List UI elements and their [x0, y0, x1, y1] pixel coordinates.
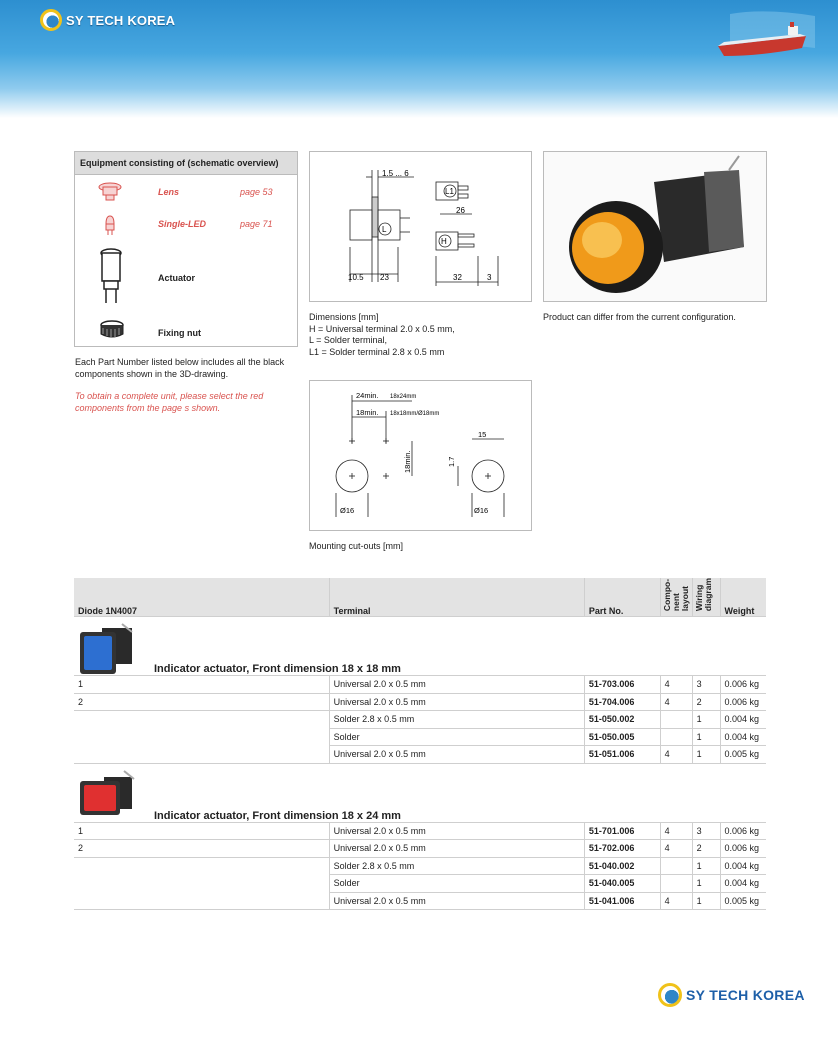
cutout-label: 1.7: [447, 456, 456, 467]
product-photo: [543, 151, 767, 302]
cell-partno: 51-051.006: [584, 746, 660, 764]
cell-layout: 4: [660, 892, 692, 910]
table-row[interactable]: [74, 840, 766, 858]
cell-terminal: Universal 2.0 x 0.5 mm: [329, 746, 584, 764]
cell-partno: 51-702.006: [584, 840, 660, 858]
dimensions-caption-line: H = Universal terminal 2.0 x 0.5 mm,: [309, 323, 455, 334]
blue-actuator-icon: [78, 622, 140, 678]
cutout-label: 18x18mm/Ø18mm: [390, 411, 440, 417]
cell-partno: 51-701.006: [584, 822, 660, 840]
dimensions-drawing: [309, 151, 532, 302]
cutout-label: 15: [478, 430, 487, 439]
dim-label: L1: [445, 187, 454, 196]
table-row[interactable]: [74, 676, 766, 694]
red-actuator-icon: [78, 769, 140, 825]
footer-brand: SY TECH KOREA: [686, 987, 805, 1003]
group-header-row: [74, 617, 766, 676]
logo-ring-icon: [658, 983, 682, 1007]
cutout-label: Ø16: [474, 506, 489, 515]
schema-item-page[interactable]: page 53: [240, 187, 273, 197]
group-title: Indicator actuator, Front dimension 18 x 18 mm: [154, 663, 401, 676]
cell-terminal: Solder: [329, 728, 584, 746]
table-row[interactable]: [74, 711, 766, 729]
cell-diode: [74, 857, 329, 875]
cell-terminal: Universal 2.0 x 0.5 mm: [329, 892, 584, 910]
fixing-nut-icon: [99, 320, 125, 340]
dimensions-caption: [309, 312, 533, 358]
photo-caption: Product can differ from the current configuration.: [543, 312, 736, 322]
table-row[interactable]: [74, 728, 766, 746]
cell-diode: 1: [74, 676, 329, 694]
schema-item-name: Lens: [158, 187, 180, 197]
col-header-layout: Compo- nent layout: [661, 578, 690, 612]
col-header-partno: Part No.: [584, 578, 660, 617]
cell-layout: 4: [660, 840, 692, 858]
schema-item-nut: [75, 324, 297, 344]
cell-diode: [74, 746, 329, 764]
col-header-diode: Diode 1N4007: [74, 578, 329, 617]
dimensions-caption-line: Dimensions [mm]: [309, 312, 379, 322]
cell-wiring: 1: [692, 728, 720, 746]
mounting-cutouts-drawing: [309, 380, 532, 531]
footer-logo[interactable]: [658, 983, 805, 1007]
cell-wiring: 3: [692, 822, 720, 840]
cutout-label: 18min.: [356, 408, 379, 417]
page-header: [0, 0, 838, 118]
cell-layout: [660, 875, 692, 893]
cell-wiring: 1: [692, 875, 720, 893]
group-title: Indicator actuator, Front dimension 18 x 24 mm: [154, 809, 401, 822]
cell-weight: 0.005 kg: [720, 746, 766, 764]
dim-label: 1.5 ... 6: [382, 169, 409, 178]
parts-table: [74, 578, 766, 910]
cell-partno: 51-703.006: [584, 676, 660, 694]
cell-terminal: Solder 2.8 x 0.5 mm: [329, 857, 584, 875]
cell-terminal: Universal 2.0 x 0.5 mm: [329, 693, 584, 711]
cell-weight: 0.006 kg: [720, 840, 766, 858]
cell-wiring: 3: [692, 676, 720, 694]
cell-wiring: 1: [692, 746, 720, 764]
part-number-note: Each Part Number listed below includes all the black components shown in the 3D-drawing.: [75, 357, 285, 379]
cell-diode: 2: [74, 840, 329, 858]
col-header-weight: Weight: [720, 578, 766, 617]
schema-item-name: Single-LED: [158, 219, 207, 229]
cell-diode: [74, 892, 329, 910]
table-row[interactable]: [74, 746, 766, 764]
cell-partno: 51-041.006: [584, 892, 660, 910]
cell-layout: 4: [660, 746, 692, 764]
logo-ring-icon: [40, 9, 62, 31]
dimensions-svg: [310, 152, 531, 301]
cell-weight: 0.004 kg: [720, 875, 766, 893]
cell-weight: 0.004 kg: [720, 728, 766, 746]
dimensions-caption-line: L = Solder terminal,: [309, 335, 387, 345]
cutout-label: 18min.: [403, 450, 412, 473]
cell-weight: 0.006 kg: [720, 676, 766, 694]
cell-weight: 0.006 kg: [720, 822, 766, 840]
cell-weight: 0.004 kg: [720, 857, 766, 875]
dim-label: 32: [453, 273, 462, 282]
dim-label: 23: [380, 273, 389, 282]
dim-label: 3: [487, 273, 492, 282]
led-icon: [102, 214, 118, 236]
cell-wiring: 1: [692, 711, 720, 729]
schematic-title: Equipment consisting of (schematic overview): [75, 152, 297, 175]
cell-terminal: Universal 2.0 x 0.5 mm: [329, 840, 584, 858]
cutouts-caption: Mounting cut-outs [mm]: [309, 541, 404, 551]
cell-terminal: Universal 2.0 x 0.5 mm: [329, 676, 584, 694]
col-header-wiring: Wiring diagram: [693, 577, 713, 612]
table-row[interactable]: [74, 693, 766, 711]
header-brand: SY TECH KOREA: [66, 12, 176, 28]
cell-layout: [660, 728, 692, 746]
schema-item-name: Actuator: [158, 273, 196, 283]
cell-partno: 51-050.005: [584, 728, 660, 746]
cell-wiring: 1: [692, 857, 720, 875]
cutout-label: 18x24mm: [390, 394, 417, 400]
cell-layout: 4: [660, 822, 692, 840]
lens-icon: [97, 181, 123, 203]
table-row[interactable]: [74, 822, 766, 840]
ship-icon: [710, 8, 820, 68]
cutout-label: 24min.: [356, 391, 379, 400]
cell-partno: 51-704.006: [584, 693, 660, 711]
actuator-icon: [97, 247, 125, 307]
product-photo-image: [544, 152, 766, 301]
table-row[interactable]: [74, 857, 766, 875]
schema-item-name: Fixing nut: [158, 328, 201, 338]
cell-weight: 0.006 kg: [720, 693, 766, 711]
cell-wiring: 1: [692, 892, 720, 910]
schematic-overview: [74, 151, 298, 347]
cell-diode: 1: [74, 822, 329, 840]
cell-partno: 51-040.005: [584, 875, 660, 893]
cell-wiring: 2: [692, 840, 720, 858]
header-logo[interactable]: [40, 9, 175, 31]
cell-diode: 2: [74, 693, 329, 711]
cell-terminal: Universal 2.0 x 0.5 mm: [329, 822, 584, 840]
cell-layout: 4: [660, 693, 692, 711]
cutouts-svg: [310, 381, 531, 530]
cell-diode: [74, 728, 329, 746]
cell-wiring: 2: [692, 693, 720, 711]
schema-item-lens: [75, 183, 297, 203]
cell-partno: 51-050.002: [584, 711, 660, 729]
table-row[interactable]: [74, 892, 766, 910]
dimensions-caption-line: L1 = Solder terminal 2.8 x 0.5 mm: [309, 346, 445, 357]
dim-label: 10.5: [348, 273, 364, 282]
cell-layout: 4: [660, 676, 692, 694]
table-row[interactable]: [74, 875, 766, 893]
schema-item-actuator: [75, 269, 297, 289]
cutout-label: Ø16: [340, 506, 355, 515]
schema-item-page[interactable]: page 71: [240, 219, 273, 229]
cell-layout: [660, 711, 692, 729]
cell-partno: 51-040.002: [584, 857, 660, 875]
dim-label: L: [382, 225, 387, 234]
cell-diode: [74, 711, 329, 729]
cell-weight: 0.005 kg: [720, 892, 766, 910]
group-header-row: [74, 763, 766, 822]
cell-terminal: Solder 2.8 x 0.5 mm: [329, 711, 584, 729]
schema-item-led: [75, 215, 297, 235]
cell-terminal: Solder: [329, 875, 584, 893]
col-header-terminal: Terminal: [329, 578, 584, 617]
cell-weight: 0.004 kg: [720, 711, 766, 729]
table-header-row: [74, 578, 766, 617]
dim-label: 26: [456, 206, 465, 215]
cell-diode: [74, 875, 329, 893]
cell-layout: [660, 857, 692, 875]
red-components-note: To obtain a complete unit, please select the red components from the page s shown.: [75, 391, 264, 413]
dim-label: H: [441, 237, 447, 246]
